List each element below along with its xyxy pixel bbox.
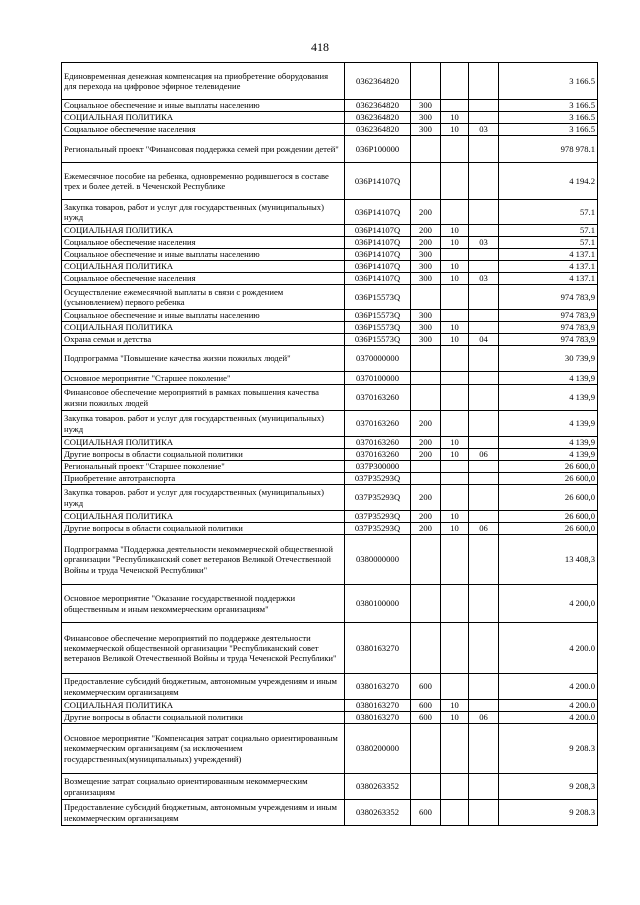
table-row (62, 449, 598, 461)
subsection-code-cell (469, 700, 499, 712)
section-code-cell: 10 (441, 261, 469, 273)
amount-cell: 4 137.1 (499, 249, 598, 261)
subsection-code-cell (469, 163, 499, 200)
section-code-cell (441, 585, 469, 623)
item-name-cell: Охрана семьи и детства (62, 334, 345, 346)
subsection-code-cell: 06 (469, 449, 499, 461)
expense-type-cell: 200 (411, 200, 441, 225)
expense-type-cell (411, 136, 441, 163)
target-code-cell: 037P35293Q (345, 523, 411, 535)
target-code-cell: 0370000000 (345, 346, 411, 372)
target-code-cell: 0370163260 (345, 437, 411, 449)
table-row (62, 372, 598, 385)
subsection-code-cell: 03 (469, 273, 499, 285)
target-code-cell: 0380163270 (345, 700, 411, 712)
target-code-cell: 0362364820 (345, 124, 411, 136)
amount-cell: 4 200.0 (499, 623, 598, 674)
item-name-cell: Ежемесячное пособие на ребенка, одновременно родившегося в составе трех и более детей. в Чеченской Республике (62, 163, 345, 200)
expense-type-cell (411, 372, 441, 385)
amount-cell: 3 166.5 (499, 100, 598, 112)
subsection-code-cell (469, 261, 499, 273)
section-code-cell: 10 (441, 437, 469, 449)
target-code-cell: 036P15573Q (345, 334, 411, 346)
subsection-code-cell (469, 100, 499, 112)
section-code-cell: 10 (441, 712, 469, 724)
expense-type-cell: 600 (411, 700, 441, 712)
table-row (62, 112, 598, 124)
section-code-cell (441, 346, 469, 372)
subsection-code-cell (469, 585, 499, 623)
amount-cell: 9 208,3 (499, 774, 598, 800)
table-row (62, 523, 598, 535)
expense-type-cell (411, 724, 441, 774)
expense-type-cell (411, 163, 441, 200)
subsection-code-cell (469, 461, 499, 473)
item-name-cell: Другие вопросы в области социальной политики (62, 523, 345, 535)
expense-type-cell: 300 (411, 112, 441, 124)
table-row (62, 674, 598, 700)
amount-cell: 13 408,3 (499, 535, 598, 585)
section-code-cell (441, 674, 469, 700)
table-row (62, 225, 598, 237)
expense-type-cell: 600 (411, 800, 441, 826)
expense-type-cell (411, 623, 441, 674)
target-code-cell: 036P14107Q (345, 273, 411, 285)
table-row (62, 285, 598, 310)
section-code-cell (441, 411, 469, 437)
section-code-cell (441, 310, 469, 322)
item-name-cell: Региональный проект "Старшее поколение" (62, 461, 345, 473)
item-name-cell: Другие вопросы в области социальной политики (62, 712, 345, 724)
section-code-cell (441, 774, 469, 800)
amount-cell: 26 600,0 (499, 485, 598, 511)
table-row (62, 461, 598, 473)
target-code-cell: 037P35293Q (345, 473, 411, 485)
table-row (62, 63, 598, 100)
expense-type-cell: 300 (411, 249, 441, 261)
target-code-cell: 036P14107Q (345, 163, 411, 200)
amount-cell: 4 139,9 (499, 437, 598, 449)
table-row (62, 535, 598, 585)
table-row (62, 511, 598, 523)
amount-cell: 4 139,9 (499, 372, 598, 385)
expense-type-cell (411, 535, 441, 585)
target-code-cell: 0380163270 (345, 623, 411, 674)
amount-cell: 974 783,9 (499, 310, 598, 322)
subsection-code-cell (469, 800, 499, 826)
item-name-cell: Финансовое обеспечение мероприятий в рамках повышения качества жизни пожилых людей (62, 385, 345, 411)
table-row (62, 163, 598, 200)
item-name-cell: Закупка товаров. работ и услуг для государственных (муниципальных) нужд (62, 411, 345, 437)
target-code-cell: 037P35293Q (345, 485, 411, 511)
expense-type-cell (411, 285, 441, 310)
expense-type-cell (411, 346, 441, 372)
target-code-cell: 0380100000 (345, 585, 411, 623)
target-code-cell: 036P14107Q (345, 249, 411, 261)
table-row (62, 585, 598, 623)
table-row (62, 485, 598, 511)
subsection-code-cell: 06 (469, 523, 499, 535)
section-code-cell (441, 63, 469, 100)
section-code-cell (441, 461, 469, 473)
section-code-cell (441, 100, 469, 112)
target-code-cell: 0370163260 (345, 385, 411, 411)
amount-cell: 974 783,9 (499, 334, 598, 346)
table-row (62, 310, 598, 322)
expense-type-cell (411, 461, 441, 473)
amount-cell: 4 137.1 (499, 273, 598, 285)
expense-type-cell (411, 63, 441, 100)
expense-type-cell: 200 (411, 237, 441, 249)
section-code-cell: 10 (441, 334, 469, 346)
expense-type-cell: 300 (411, 322, 441, 334)
amount-cell: 3 166.5 (499, 63, 598, 100)
amount-cell: 4 139,9 (499, 385, 598, 411)
page-number: 418 (311, 40, 329, 54)
section-code-cell (441, 724, 469, 774)
amount-cell: 4 200,0 (499, 585, 598, 623)
table-row (62, 249, 598, 261)
target-code-cell: 036P15573Q (345, 285, 411, 310)
amount-cell: 57.1 (499, 237, 598, 249)
item-name-cell: СОЦИАЛЬНАЯ ПОЛИТИКА (62, 322, 345, 334)
section-code-cell (441, 200, 469, 225)
section-code-cell: 10 (441, 511, 469, 523)
subsection-code-cell (469, 535, 499, 585)
expense-type-cell: 300 (411, 261, 441, 273)
target-code-cell: 037P300000 (345, 461, 411, 473)
section-code-cell: 10 (441, 112, 469, 124)
target-code-cell: 036P14107Q (345, 261, 411, 273)
expense-type-cell: 300 (411, 273, 441, 285)
item-name-cell: СОЦИАЛЬНАЯ ПОЛИТИКА (62, 261, 345, 273)
target-code-cell: 036P14107Q (345, 237, 411, 249)
amount-cell: 4 200.0 (499, 700, 598, 712)
subsection-code-cell (469, 623, 499, 674)
subsection-code-cell (469, 411, 499, 437)
target-code-cell: 0362364820 (345, 112, 411, 124)
table-row (62, 322, 598, 334)
budget-table (61, 62, 598, 826)
table-row (62, 124, 598, 136)
section-code-cell: 10 (441, 273, 469, 285)
amount-cell: 4 194.2 (499, 163, 598, 200)
expense-type-cell: 300 (411, 334, 441, 346)
item-name-cell: Подпрограмма "Поддержка деятельности некоммерческой общественной организации "Республиканский совет ветеранов Великой Отечественной Войны и труда Чеченской Республики" (62, 535, 345, 585)
expense-type-cell: 200 (411, 485, 441, 511)
item-name-cell: Осуществление ежемесячной выплаты в связи с рождением (усыновлением) первого ребенка (62, 285, 345, 310)
amount-cell: 978 978.1 (499, 136, 598, 163)
amount-cell: 57.1 (499, 200, 598, 225)
amount-cell: 57.1 (499, 225, 598, 237)
table-row (62, 261, 598, 273)
item-name-cell: Основное мероприятие "Оказание государственной поддержки общественным и иным некоммерческим организациям" (62, 585, 345, 623)
item-name-cell: Региональный проект "Финансовая поддержка семей при рождении детей" (62, 136, 345, 163)
section-code-cell: 10 (441, 523, 469, 535)
subsection-code-cell (469, 285, 499, 310)
target-code-cell: 0380163270 (345, 712, 411, 724)
subsection-code-cell (469, 249, 499, 261)
expense-type-cell (411, 585, 441, 623)
subsection-code-cell (469, 774, 499, 800)
target-code-cell: 0380263352 (345, 800, 411, 826)
amount-cell: 4 139,9 (499, 411, 598, 437)
subsection-code-cell (469, 225, 499, 237)
subsection-code-cell: 03 (469, 124, 499, 136)
expense-type-cell: 300 (411, 100, 441, 112)
target-code-cell: 0370100000 (345, 372, 411, 385)
subsection-code-cell (469, 63, 499, 100)
amount-cell: 26 600,0 (499, 523, 598, 535)
subsection-code-cell: 03 (469, 237, 499, 249)
table-row (62, 411, 598, 437)
table-row (62, 712, 598, 724)
subsection-code-cell (469, 724, 499, 774)
expense-type-cell: 300 (411, 124, 441, 136)
target-code-cell: 037P35293Q (345, 511, 411, 523)
item-name-cell: Закупка товаров, работ и услуг для государственных (муниципальных) нужд (62, 200, 345, 225)
amount-cell: 9 208.3 (499, 800, 598, 826)
subsection-code-cell (469, 473, 499, 485)
subsection-code-cell (469, 674, 499, 700)
subsection-code-cell (469, 310, 499, 322)
amount-cell: 26 600,0 (499, 473, 598, 485)
item-name-cell: Приобретение автотранспорта (62, 473, 345, 485)
amount-cell: 4 137.1 (499, 261, 598, 273)
item-name-cell: Социальное обеспечение и иные выплаты населению (62, 249, 345, 261)
target-code-cell: 036P15573Q (345, 322, 411, 334)
table-row (62, 136, 598, 163)
section-code-cell (441, 485, 469, 511)
section-code-cell (441, 285, 469, 310)
section-code-cell (441, 136, 469, 163)
subsection-code-cell: 04 (469, 334, 499, 346)
target-code-cell: 0370163260 (345, 449, 411, 461)
item-name-cell: Социальное обеспечение и иные выплаты населению (62, 100, 345, 112)
table-row (62, 385, 598, 411)
expense-type-cell (411, 473, 441, 485)
expense-type-cell: 200 (411, 511, 441, 523)
target-code-cell: 036P15573Q (345, 310, 411, 322)
section-code-cell: 10 (441, 124, 469, 136)
amount-cell: 974 783,9 (499, 322, 598, 334)
amount-cell: 26 600,0 (499, 461, 598, 473)
subsection-code-cell: 06 (469, 712, 499, 724)
section-code-cell (441, 535, 469, 585)
item-name-cell: Основное мероприятие "Старшее поколение" (62, 372, 345, 385)
item-name-cell: Социальное обеспечение населения (62, 273, 345, 285)
item-name-cell: Социальное обеспечение и иные выплаты населению (62, 310, 345, 322)
expense-type-cell (411, 774, 441, 800)
item-name-cell: СОЦИАЛЬНАЯ ПОЛИТИКА (62, 112, 345, 124)
item-name-cell: Социальное обеспечение населения (62, 237, 345, 249)
item-name-cell: Основное мероприятие "Компенсация затрат социально ориентированным некоммерческим организациям (за исключением государственных(муниципальных) учреждений) (62, 724, 345, 774)
expense-type-cell: 600 (411, 712, 441, 724)
table-row (62, 346, 598, 372)
target-code-cell: 0362364820 (345, 63, 411, 100)
amount-cell: 3 166.5 (499, 112, 598, 124)
section-code-cell (441, 623, 469, 674)
item-name-cell: Другие вопросы в области социальной политики (62, 449, 345, 461)
expense-type-cell: 200 (411, 411, 441, 437)
table-row (62, 700, 598, 712)
item-name-cell: Социальное обеспечение населения (62, 124, 345, 136)
section-code-cell (441, 372, 469, 385)
item-name-cell: СОЦИАЛЬНАЯ ПОЛИТИКА (62, 225, 345, 237)
target-code-cell: 0380000000 (345, 535, 411, 585)
section-code-cell (441, 800, 469, 826)
item-name-cell: СОЦИАЛЬНАЯ ПОЛИТИКА (62, 700, 345, 712)
table-row (62, 334, 598, 346)
expense-type-cell: 300 (411, 310, 441, 322)
item-name-cell: Финансовое обеспечение мероприятий по поддержке деятельности некоммерческой общественной организации "Республиканский совет ветеранов Великой Отечественной Войны и труда Чеченской Республики" (62, 623, 345, 674)
budget-table-body (62, 63, 598, 826)
target-code-cell: 036P14107Q (345, 225, 411, 237)
table-row (62, 623, 598, 674)
item-name-cell: Предоставление субсидий бюджетным, автономным учреждениям и иным некоммерческим организациям (62, 800, 345, 826)
item-name-cell: Закупка товаров. работ и услуг для государственных (муниципальных) нужд (62, 485, 345, 511)
table-row (62, 774, 598, 800)
item-name-cell: Подпрограмма "Повышение качества жизни пожилых людей" (62, 346, 345, 372)
section-code-cell: 10 (441, 322, 469, 334)
subsection-code-cell (469, 437, 499, 449)
amount-cell: 3 166.5 (499, 124, 598, 136)
amount-cell: 974 783,9 (499, 285, 598, 310)
table-row (62, 200, 598, 225)
subsection-code-cell (469, 322, 499, 334)
amount-cell: 9 208.3 (499, 724, 598, 774)
amount-cell: 26 600,0 (499, 511, 598, 523)
section-code-cell (441, 473, 469, 485)
table-row (62, 273, 598, 285)
table-row (62, 237, 598, 249)
subsection-code-cell (469, 485, 499, 511)
amount-cell: 4 200.0 (499, 674, 598, 700)
section-code-cell: 10 (441, 449, 469, 461)
table-row (62, 437, 598, 449)
table-row (62, 724, 598, 774)
table-row (62, 100, 598, 112)
item-name-cell: СОЦИАЛЬНАЯ ПОЛИТИКА (62, 437, 345, 449)
section-code-cell (441, 249, 469, 261)
expense-type-cell: 600 (411, 674, 441, 700)
subsection-code-cell (469, 511, 499, 523)
item-name-cell: Единовременная денежная компенсация на приобретение оборудования для перехода на цифровое эфирное телевидение (62, 63, 345, 100)
expense-type-cell: 200 (411, 225, 441, 237)
item-name-cell: СОЦИАЛЬНАЯ ПОЛИТИКА (62, 511, 345, 523)
subsection-code-cell (469, 372, 499, 385)
expense-type-cell: 200 (411, 523, 441, 535)
target-code-cell: 036P100000 (345, 136, 411, 163)
subsection-code-cell (469, 136, 499, 163)
subsection-code-cell (469, 200, 499, 225)
target-code-cell: 0380200000 (345, 724, 411, 774)
target-code-cell: 0380263352 (345, 774, 411, 800)
subsection-code-cell (469, 112, 499, 124)
section-code-cell (441, 385, 469, 411)
subsection-code-cell (469, 346, 499, 372)
target-code-cell: 0380163270 (345, 674, 411, 700)
target-code-cell: 036P14107Q (345, 200, 411, 225)
item-name-cell: Предоставление субсидий бюджетным, автономным учреждениям и иным некоммерческим организациям (62, 674, 345, 700)
amount-cell: 4 139,9 (499, 449, 598, 461)
table-row (62, 473, 598, 485)
section-code-cell (441, 163, 469, 200)
expense-type-cell (411, 385, 441, 411)
table-row (62, 800, 598, 826)
amount-cell: 30 739,9 (499, 346, 598, 372)
amount-cell: 4 200.0 (499, 712, 598, 724)
expense-type-cell: 200 (411, 449, 441, 461)
target-code-cell: 0370163260 (345, 411, 411, 437)
subsection-code-cell (469, 385, 499, 411)
item-name-cell: Возмещение затрат социально ориентированным некоммерческим организациям (62, 774, 345, 800)
expense-type-cell: 200 (411, 437, 441, 449)
section-code-cell: 10 (441, 700, 469, 712)
section-code-cell: 10 (441, 237, 469, 249)
section-code-cell: 10 (441, 225, 469, 237)
target-code-cell: 0362364820 (345, 100, 411, 112)
